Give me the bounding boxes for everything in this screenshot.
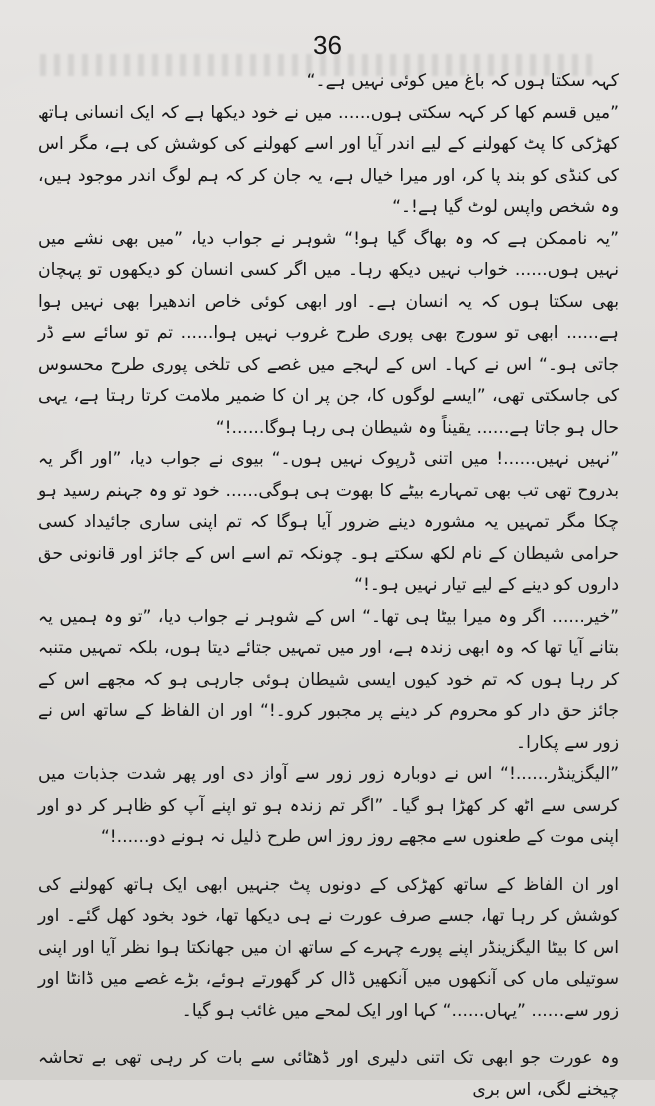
paragraph-1: کہہ سکتا ہوں کہ باغ میں کوئی نہیں ہے۔“ bbox=[306, 71, 619, 91]
paragraph-6: ”الیگزینڈر......!“ اس نے دوبارہ زور زور سے آواز دی اور پھر شدت جذبات میں کرسی سے اٹھ کر کھڑا ہو گیا۔ ”اگر تم زندہ ہو تو اپنے آپ کو ظاہر کر دو اور اپنی موت کے طعنوں سے مجھے روز روز اس طرح ذلیل نہ ہونے دو......!“ bbox=[38, 764, 619, 847]
page-number: 36 bbox=[313, 30, 342, 60]
paragraph-3: ”یہ ناممکن ہے کہ وہ بھاگ گیا ہو!“ شوہر نے جواب دیا، ”میں بھی نشے میں نہیں ہوں...... خواب نہیں دیکھ رہا۔ میں اگر کسی انسان کو دیکھوں تو پہچان بھی سکتا ہوں کہ یہ انسان ہے۔ اور ابھی کوئی خاص اندھیرا بھی نہیں ہوا ہے...... ابھی تو سورج بھی پوری طرح غروب نہیں ہوا...... تم تو سائے سے ڈر جاتی ہو۔“ اس نے کہا۔ اس کے لہجے میں غصے کی تلخی پوری طرح محسوس کی جاسکتی تھی، ”ایسے لوگوں کا، جن پر ان کا ضمیر ملامت کرتا رہتا ہے، یہی حال ہو جاتا ہے...... یقیناً وہ شیطان ہی رہا ہوگا......!“ bbox=[38, 228, 619, 438]
paragraph-2: ”میں قسم کھا کر کہہ سکتی ہوں...... میں نے خود دیکھا ہے کہ ایک انسانی ہاتھ کھڑکی کا پٹ کھولنے کے لیے اندر آیا اور اسے کھولنے کی کوشش کی ہے، مگر اس کی کنڈی کو بند پا کر، اور میرا خیال ہے، یہ جان کر کہ ہم لوگ اندر موجود ہیں، وہ شخص واپس لوٹ گیا ہے!۔“ bbox=[38, 102, 619, 217]
urdu-body-text bbox=[38, 66, 619, 1106]
paragraph-8: وہ عورت جو ابھی تک اتنی دلیری اور ڈھٹائی سے بات کر رہی تھی بے تحاشہ چیخنے لگی، اس بری bbox=[38, 1048, 619, 1100]
paragraph-4: ”نہیں نہیں......! میں اتنی ڈرپوک نہیں ہوں۔“ بیوی نے جواب دیا، ”اور اگر یہ بدروح تھی تب بھی تمہارے بیٹے کا بھوت ہی ہوگی...... خود تو وہ جہنم رسید ہو چکا مگر تمہیں یہ مشورہ دینے ضرور آیا ہوگا کہ تم اپنی ساری جائیداد کسی حرامی شیطان کے نام لکھ سکتے ہو۔ چونکہ تم اسے اس کے جائز اور قانونی حق داروں کو دینے کے لیے تیار نہیں ہو۔!“ bbox=[38, 449, 619, 595]
paragraph-5: ”خیر...... اگر وہ میرا بیٹا ہی تھا۔“ اس کے شوہر نے جواب دیا، ”تو وہ ہمیں یہ بتانے آیا تھا کہ وہ ابھی زندہ ہے، اور میں تمہیں جتائے دیتا ہوں، بلکہ تمہیں متنبہ کر رہا ہوں کہ تم خود کیوں ایسی شیطان ہوئی جارہی ہو کہ مجھے اس کے جائز حق دار کو محروم کر دینے پر مجبور کرو۔!“ اور ان الفاظ کے ساتھ اس نے زور سے پکارا۔ bbox=[38, 606, 619, 753]
paragraph-7: اور ان الفاظ کے ساتھ کھڑکی کے دونوں پٹ جنہیں ابھی ایک ہاتھ کھولنے کی کوشش کر رہا تھا، جسے صرف عورت نے ہی دیکھا تھا، خود بخود کھل گئے۔ اور اس کا بیٹا الیگزینڈر اپنے پورے چہرے کے ساتھ ان میں جھانکتا ہوا نظر آیا اور اپنی سوتیلی ماں کی آنکھوں میں آنکھیں ڈال کر گھورتے ہوئے، بڑے غصے میں ڈانٹا اور زور سے...... ”یہاں......“ کہا اور ایک لمحے میں غائب ہو گیا۔ bbox=[38, 874, 619, 1021]
